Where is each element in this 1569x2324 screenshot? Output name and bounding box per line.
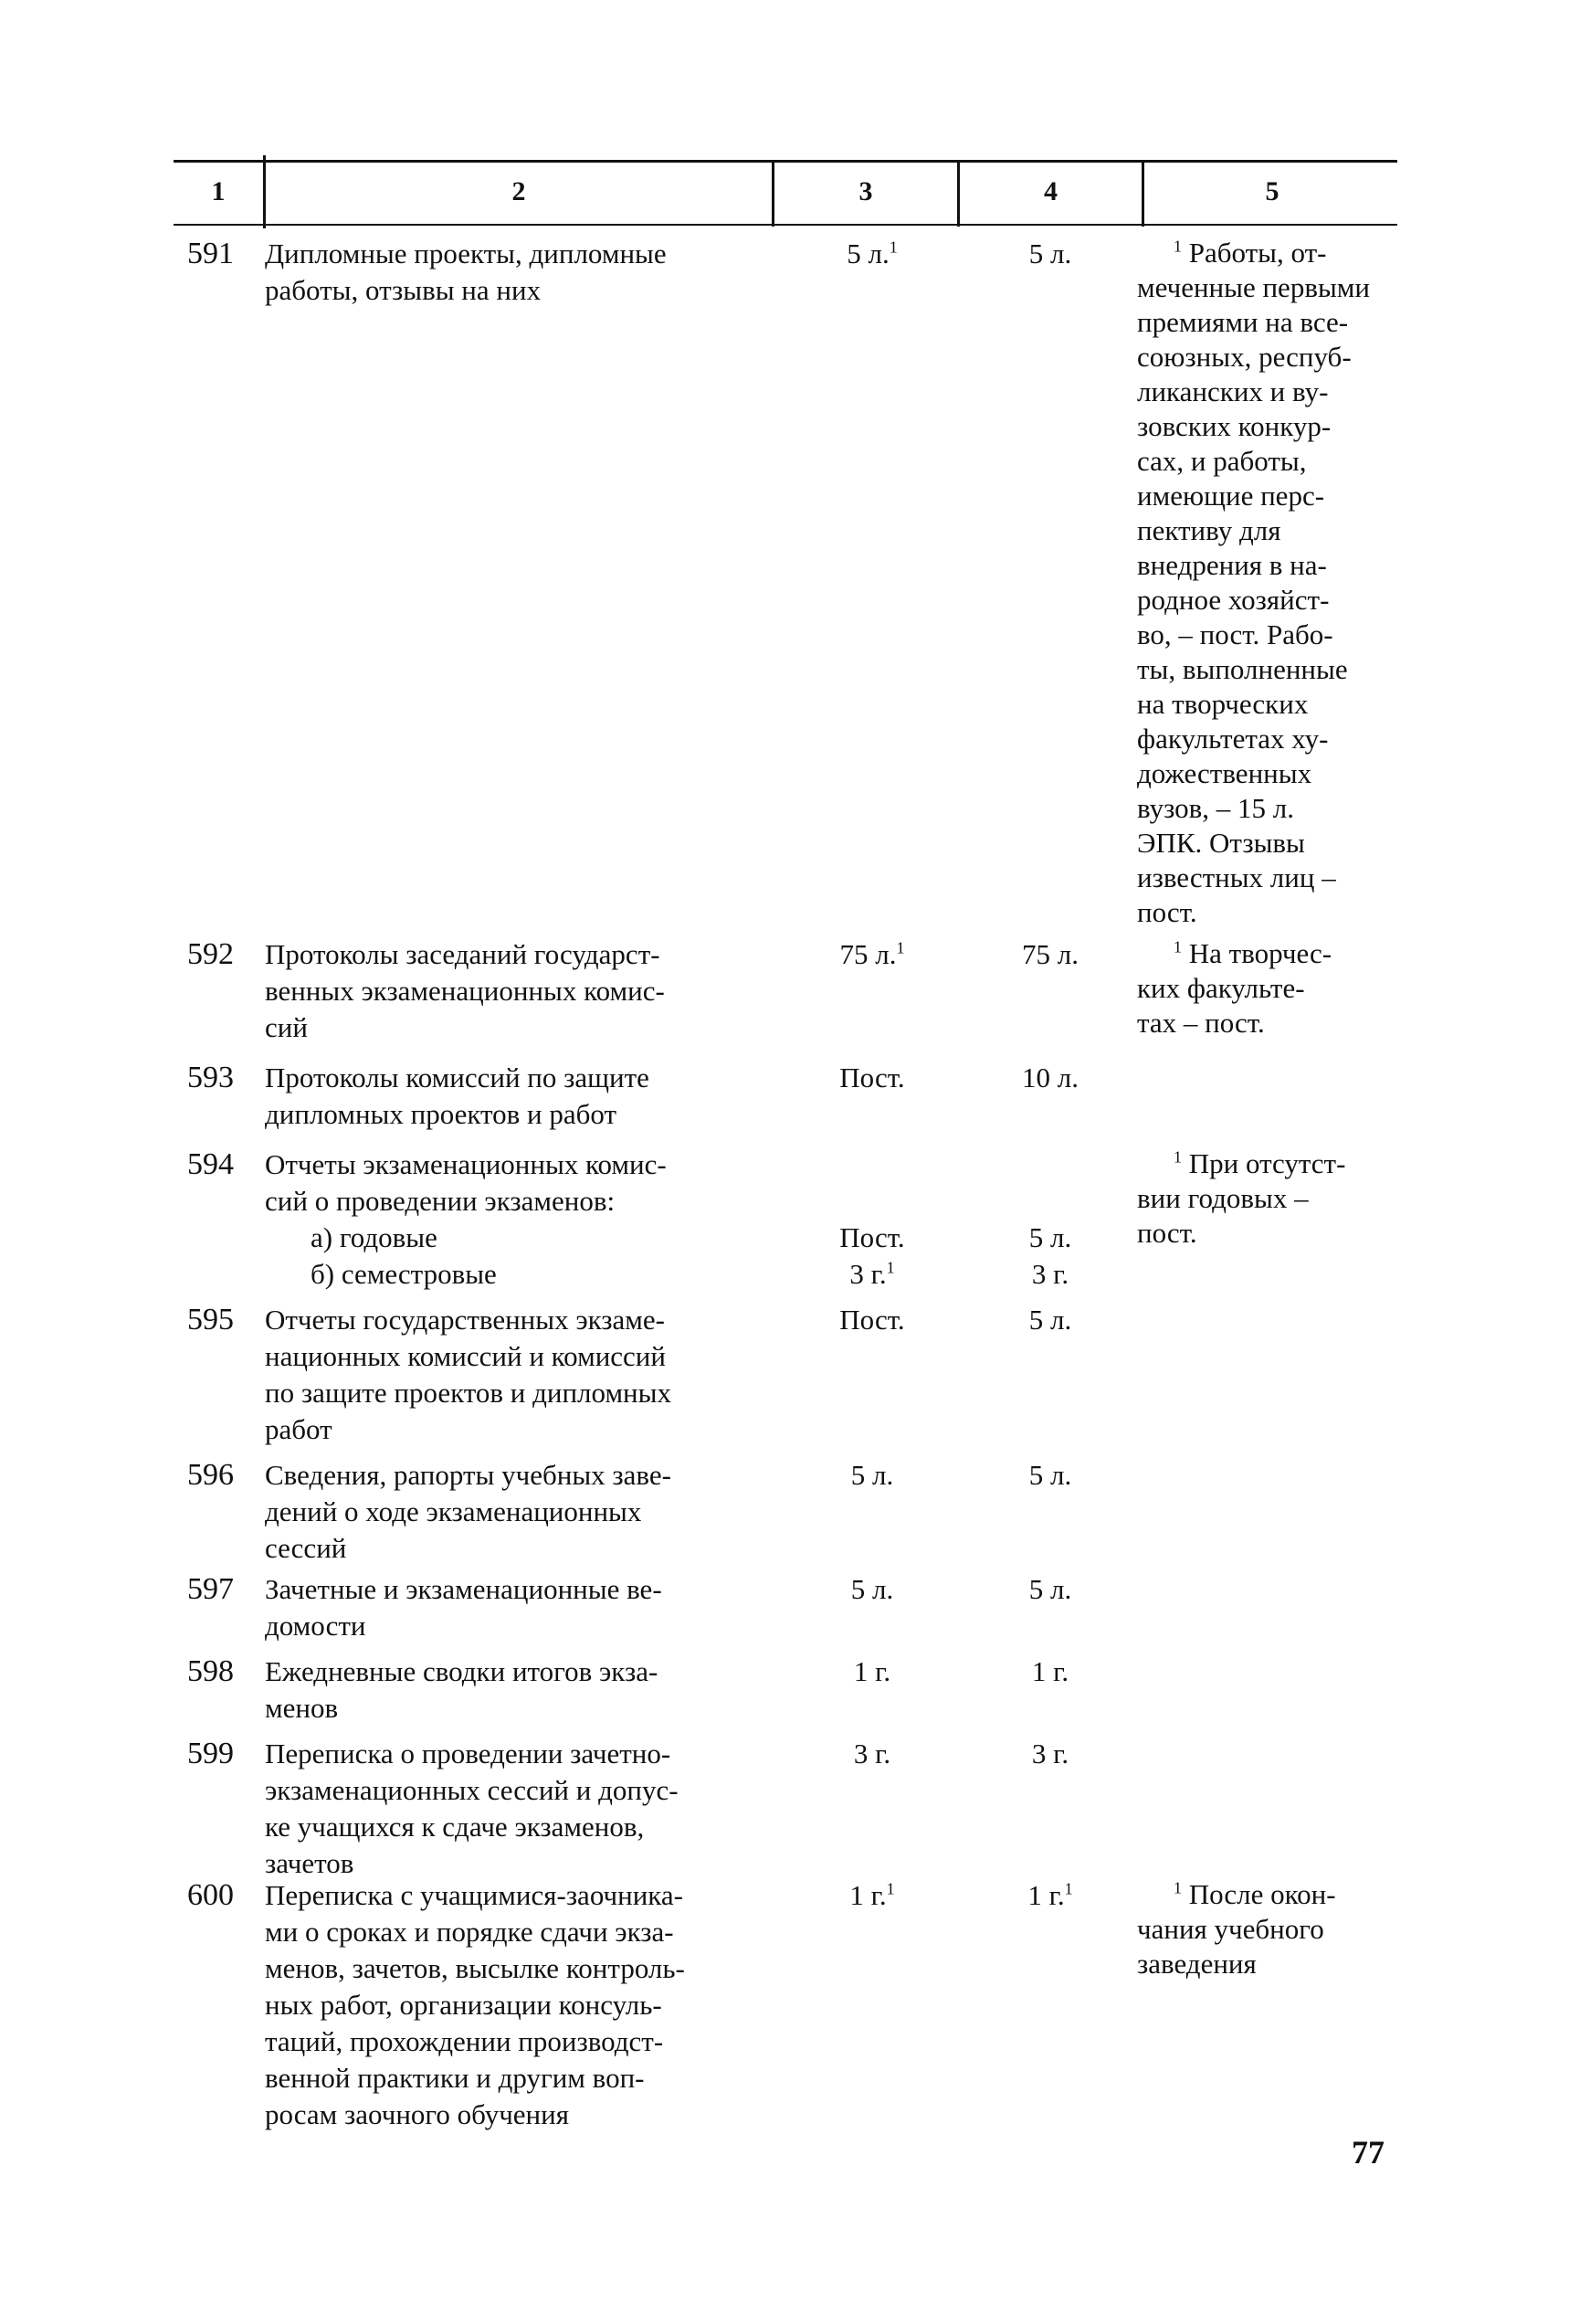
note-line: [1137, 340, 1438, 375]
row-note: [1137, 236, 1438, 930]
retention-period-epk: [973, 1736, 1128, 1772]
note-line: [1137, 791, 1438, 826]
footnote-marker: 1: [1174, 1878, 1182, 1897]
retention-period-org: [795, 236, 950, 272]
row-note: [1137, 1146, 1438, 1251]
row-description: [265, 1457, 781, 1567]
description-line: менов: [265, 1692, 339, 1724]
cell-value: 10 л.: [1022, 1062, 1079, 1093]
note-line: [1137, 479, 1438, 513]
note-line: [1137, 236, 1438, 270]
note-line: [1137, 861, 1438, 895]
description-line: менов, зачетов, высылке контроль-: [265, 1952, 685, 1984]
footnote-marker: 1: [1174, 237, 1182, 256]
description-line: Дипломные проекты, дипломные: [265, 238, 667, 269]
retention-period-epk: [973, 1571, 1128, 1608]
cell-value: 5 л.: [1028, 238, 1072, 269]
row-number: 595: [187, 1303, 234, 1336]
row-description: [265, 1736, 781, 1882]
description-line: Отчеты государственных экзаме-: [265, 1304, 665, 1336]
row-number: 593: [187, 1061, 234, 1094]
cell-value: 1 г.: [1027, 1879, 1065, 1911]
cell-value: 3 г.: [1031, 1258, 1069, 1290]
note-text: При отсутст-: [1188, 1147, 1346, 1179]
note-text: во, – пост. Рабо-: [1137, 618, 1333, 650]
cell-value: 3 г.: [853, 1738, 891, 1769]
note-text: ты, выполненные: [1137, 653, 1348, 685]
description-line: Переписка с учащимися-заочника-: [265, 1879, 683, 1911]
table-header-bottom-rule: [174, 224, 1397, 226]
note-line: [1137, 1912, 1438, 1947]
cell-value: 5 л.: [1028, 1304, 1072, 1336]
note-text: дожественных: [1137, 757, 1312, 789]
note-text: ликанских и ву-: [1137, 375, 1329, 407]
note-text: имеющие перс-: [1137, 480, 1325, 512]
cell-value: 5 л.: [1028, 1221, 1072, 1253]
retention-period-epk: [973, 1877, 1128, 1914]
note-line: [1137, 1216, 1438, 1251]
note-line: [1137, 548, 1438, 583]
retention-period-epk: [973, 936, 1128, 973]
note-line: [1137, 1006, 1438, 1041]
cell-value: 1 г.: [1031, 1655, 1069, 1687]
row-description: [265, 936, 781, 1046]
note-line: [1137, 971, 1438, 1006]
retention-period-org: [795, 1256, 950, 1293]
row-number: 600: [187, 1878, 234, 1912]
retention-period-org: [795, 936, 950, 973]
retention-period-epk: [973, 1060, 1128, 1096]
note-line: [1137, 513, 1438, 548]
row-number: 592: [187, 937, 234, 971]
note-text: зовских конкур-: [1137, 410, 1332, 442]
retention-period-org: [795, 1060, 950, 1096]
cell-value: 1 г.: [853, 1655, 891, 1687]
row-number: 598: [187, 1654, 234, 1688]
note-text: вии годовых –: [1137, 1182, 1309, 1214]
description-line: венной практики и другим воп-: [265, 2062, 645, 2094]
note-text: родное хозяйст-: [1137, 584, 1330, 616]
description-line: Протоколы заседаний государст-: [265, 938, 660, 970]
cell-value: 5 л.: [850, 1573, 894, 1605]
description-line: таций, прохождении производст-: [265, 2025, 664, 2057]
row-description: [265, 1571, 781, 1644]
row-description: [265, 1146, 781, 1293]
description-line: зачетов: [265, 1847, 354, 1879]
footnote-marker: 1: [889, 238, 898, 257]
description-line: ке учащихся к сдаче экзаменов,: [265, 1811, 645, 1843]
note-text: на творческих: [1137, 688, 1309, 720]
note-text: Работы, от-: [1188, 237, 1327, 269]
retention-period-epk: [973, 236, 1128, 272]
row-note: [1137, 1877, 1438, 1981]
description-line: ных работ, организации консуль-: [265, 1989, 662, 2021]
description-line: Сведения, рапорты учебных заве-: [265, 1459, 671, 1491]
note-text: чания учебного: [1137, 1913, 1324, 1945]
description-line: росам заочного обучения: [265, 2098, 569, 2130]
cell-value: 5 л.: [1028, 1459, 1072, 1491]
row-description: [265, 1060, 781, 1133]
note-line: [1137, 895, 1438, 930]
retention-period-epk: [973, 1220, 1128, 1256]
row-number: 596: [187, 1458, 234, 1492]
description-line: ми о сроках и порядке сдачи экза-: [265, 1916, 674, 1948]
note-text: союзных, респуб-: [1137, 341, 1352, 373]
description-line: сий о проведении экзаменов:: [265, 1185, 616, 1217]
cell-value: 5 л.: [1028, 1573, 1072, 1605]
footnote-marker: 1: [886, 1258, 895, 1277]
row-note: [1137, 936, 1438, 1041]
footnote-marker: 1: [1174, 937, 1182, 956]
description-line: Отчеты экзаменационных комис-: [265, 1148, 667, 1180]
note-line: [1137, 826, 1438, 861]
note-text: тах – пост.: [1137, 1007, 1265, 1039]
description-line: национных комиссий и комиссий: [265, 1340, 666, 1372]
note-line: [1137, 409, 1438, 444]
note-line: [1137, 756, 1438, 791]
note-line: [1137, 375, 1438, 409]
cell-value: 75 л.: [839, 938, 897, 970]
retention-period-org: [795, 1220, 950, 1256]
note-text: известных лиц –: [1137, 861, 1336, 893]
note-line: [1137, 722, 1438, 756]
retention-period-org: [795, 1457, 950, 1494]
note-text: внедрения в на-: [1137, 549, 1327, 581]
footnote-marker: 1: [1064, 1879, 1073, 1898]
cell-value: 1 г.: [849, 1879, 887, 1911]
description-line: Протоколы комиссий по защите: [265, 1062, 649, 1093]
header-col-3: 3: [858, 176, 873, 206]
note-line: [1137, 583, 1438, 618]
note-line: [1137, 270, 1438, 305]
note-line: [1137, 936, 1438, 971]
description-line: домости: [265, 1610, 366, 1642]
cell-value: Пост.: [839, 1221, 905, 1253]
retention-period-org: [795, 1302, 950, 1338]
footnote-marker: 1: [1174, 1147, 1182, 1167]
note-text: пост.: [1137, 896, 1197, 928]
retention-period-epk: [973, 1457, 1128, 1494]
footnote-marker: 1: [886, 1879, 895, 1898]
retention-period-epk: [973, 1302, 1128, 1338]
retention-period-org: [795, 1571, 950, 1608]
page-number: 77: [1352, 2134, 1385, 2171]
note-line: [1137, 305, 1438, 340]
note-text: вузов, – 15 л.: [1137, 792, 1294, 824]
row-description: [265, 1653, 781, 1727]
description-line: работы, отзывы на них: [265, 274, 542, 306]
note-line: [1137, 652, 1438, 687]
cell-value: 3 г.: [1031, 1738, 1069, 1769]
note-text: пективу для: [1137, 514, 1281, 546]
retention-period-org: [795, 1736, 950, 1772]
note-line: [1137, 618, 1438, 652]
header-col-4: 4: [1044, 176, 1058, 206]
retention-period-org: [795, 1653, 950, 1690]
cell-value: 5 л.: [847, 238, 890, 269]
note-line: [1137, 1181, 1438, 1216]
header-col-1: 1: [211, 176, 226, 206]
header-col-2: 2: [511, 176, 526, 206]
row-description: [265, 1877, 781, 2133]
note-text: сах, и работы,: [1137, 445, 1307, 477]
note-line: [1137, 1146, 1438, 1181]
retention-period-epk: [973, 1256, 1128, 1293]
retention-period-org: [795, 1877, 950, 1914]
note-line: [1137, 1947, 1438, 1981]
note-text: факультетах ху-: [1137, 723, 1329, 755]
cell-value: Пост.: [839, 1062, 905, 1093]
description-line: работ: [265, 1413, 332, 1445]
header-col-5: 5: [1265, 176, 1279, 206]
cell-value: 3 г.: [849, 1258, 887, 1290]
description-line: дипломных проектов и работ: [265, 1098, 617, 1130]
footnote-marker: 1: [896, 938, 905, 957]
table-top-rule: [174, 160, 1397, 163]
row-number: 594: [187, 1147, 234, 1181]
retention-period-epk: [973, 1653, 1128, 1690]
note-line: [1137, 1877, 1438, 1912]
row-description: [265, 1302, 781, 1448]
note-text: меченные первыми: [1137, 271, 1370, 303]
description-line: дений о ходе экзаменационных: [265, 1495, 642, 1527]
note-text: ких факульте-: [1137, 972, 1305, 1004]
cell-value: 5 л.: [850, 1459, 894, 1491]
note-line: [1137, 444, 1438, 479]
note-text: На творчес-: [1188, 937, 1332, 969]
row-number: 591: [187, 237, 234, 270]
description-line: сессий: [265, 1532, 347, 1564]
note-text: премиями на все-: [1137, 306, 1349, 338]
description-line: экзаменационных сессий и допус-: [265, 1774, 679, 1806]
note-text: пост.: [1137, 1217, 1197, 1249]
description-line: сий: [265, 1011, 308, 1043]
note-text: заведения: [1137, 1948, 1257, 1980]
note-text: После окон-: [1188, 1878, 1336, 1910]
row-number: 597: [187, 1572, 234, 1606]
cell-value: 75 л.: [1022, 938, 1079, 970]
row-number: 599: [187, 1737, 234, 1770]
description-line: по защите проектов и дипломных: [265, 1377, 671, 1409]
sub-item-label: а) годовые: [311, 1221, 437, 1253]
description-line: венных экзаменационных комис-: [265, 975, 665, 1007]
description-line: Переписка о проведении зачетно-: [265, 1738, 671, 1769]
note-line: [1137, 687, 1438, 722]
cell-value: Пост.: [839, 1304, 905, 1336]
sub-item-label: б) семестровые: [311, 1258, 497, 1290]
description-line: Зачетные и экзаменационные ве-: [265, 1573, 662, 1605]
row-description: [265, 236, 781, 309]
description-line: Ежедневные сводки итогов экза-: [265, 1655, 658, 1687]
note-text: ЭПК. Отзывы: [1137, 827, 1305, 859]
